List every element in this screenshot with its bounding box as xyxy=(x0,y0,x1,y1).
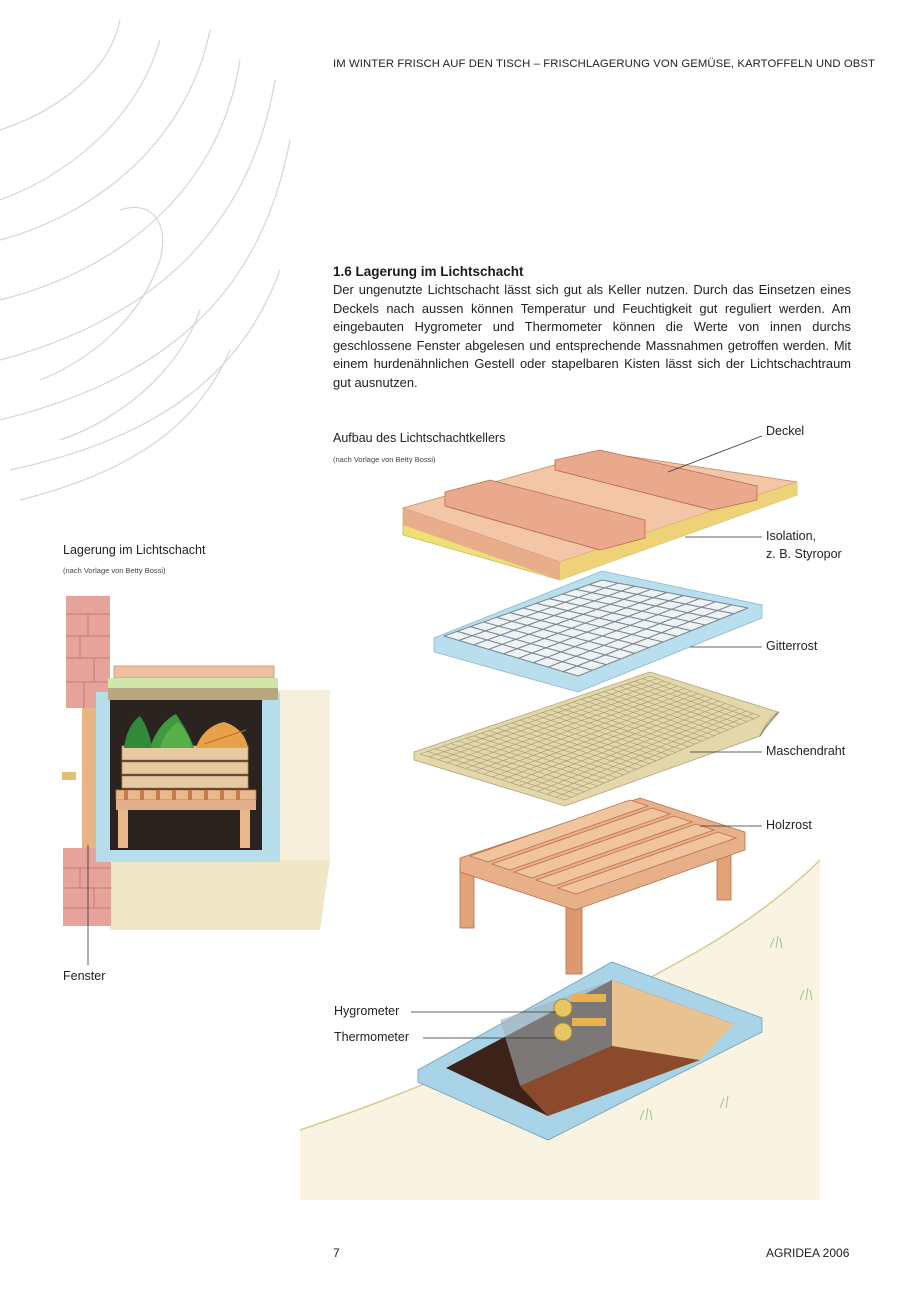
label-wire-mesh: Maschendraht xyxy=(766,744,846,758)
wire-mesh-illustration xyxy=(414,672,778,806)
page-number: 7 xyxy=(333,1246,340,1260)
footer-publisher: AGRIDEA 2006 xyxy=(766,1246,850,1260)
label-insulation-line1: Isolation, xyxy=(766,529,817,543)
wood-rack-illustration xyxy=(460,798,745,974)
label-thermometer: Thermometer xyxy=(334,1030,410,1044)
section-body: Der ungenutzte Lichtschacht lässt sich gut als Keller nutzen. Durch das Einsetzen eines Deckels nach aussen können Temperatur und Feuchtigkeit gut reguliert werden. Am eingebauten Hygrometer und Thermometer können die Werte von innen durchs geschlossene Fenster abgelesen und entsprechende Massnahmen getroffen werden. Mit einem hurdenähnlichen Gestell oder stapelbaren Kisten lässt sich der Lichtschachtraum gut ausnutzen. xyxy=(333,282,851,390)
label-window: Fenster xyxy=(63,969,106,983)
label-lid: Deckel xyxy=(766,424,805,438)
label-hygrometer: Hygrometer xyxy=(334,1004,400,1018)
light-well-section-illustration xyxy=(62,596,330,965)
right-figure-caption: Aufbau des Lichtschachtkellers xyxy=(333,431,506,445)
watermark-swirl xyxy=(0,20,290,500)
left-figure-source: (nach Vorlage von Betty Bossi) xyxy=(63,566,166,575)
grate-illustration xyxy=(434,571,762,692)
label-insulation-line2: z. B. Styropor xyxy=(766,547,842,561)
label-grate: Gitterrost xyxy=(766,639,818,653)
section-1-6 xyxy=(333,264,851,392)
left-figure-caption: Lagerung im Lichtschacht xyxy=(63,543,206,557)
label-wood-rack: Holzrost xyxy=(766,818,812,832)
right-figure-source: (nach Vorlage von Betty Bossi) xyxy=(333,455,436,464)
section-title: 1.6 Lagerung im Lichtschacht xyxy=(333,264,524,279)
lid-illustration xyxy=(403,450,797,580)
running-header: IM WINTER FRISCH AUF DEN TISCH – FRISCHLAGERUNG VON GEMÜSE, KARTOFFELN UND OBST xyxy=(333,58,876,70)
